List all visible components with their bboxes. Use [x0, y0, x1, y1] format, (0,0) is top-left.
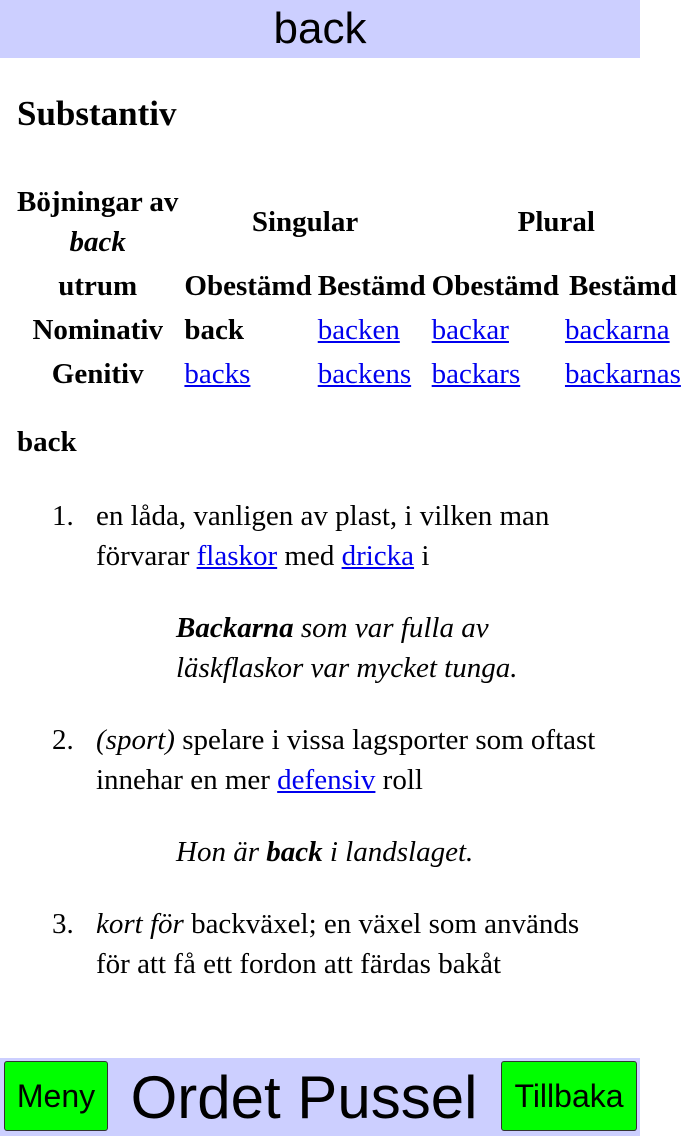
form-link-backarnas[interactable]: backarnas [564, 357, 681, 390]
definition-text: roll [375, 764, 423, 796]
form-link-backars[interactable]: backars [431, 357, 521, 390]
sense-1 [0, 496, 640, 684]
example-text: Hon är [176, 836, 267, 868]
menu-button[interactable]: Meny [4, 1061, 108, 1131]
dictionary-content[interactable] [0, 58, 681, 1058]
example-bold-word: Backarna [176, 612, 294, 644]
link-dricka[interactable]: dricka [341, 540, 415, 572]
example-text: som var fulla av läskflaskor var mycket tunga. [176, 612, 518, 684]
singular-header: Singular [251, 205, 359, 238]
link-defensiv[interactable]: defensiv [277, 764, 376, 796]
case-genitiv: Genitiv [51, 357, 144, 390]
example-bold-word: back [266, 836, 323, 868]
sense-number: 2. [52, 724, 74, 756]
headword: back [17, 426, 77, 458]
form-link-backen[interactable]: backen [317, 313, 400, 346]
case-nominativ: Nominativ [32, 313, 163, 346]
sense-label: (sport) [96, 724, 175, 756]
sense-definition [96, 904, 616, 984]
link-flaskor[interactable]: flaskor [196, 540, 278, 572]
form-link-backarna[interactable]: backarna [564, 313, 670, 346]
form-link-backs[interactable]: backs [184, 357, 251, 390]
definition-text: backväxel; en växel som används för att få ett fordon att färdas bakåt [96, 908, 580, 980]
bottom-bar [0, 1058, 640, 1136]
sense-definition [96, 720, 616, 800]
plural-header: Plural [517, 205, 595, 238]
sense-number: 1. [52, 500, 74, 532]
inflection-caption [14, 180, 181, 264]
inflection-table [14, 180, 684, 396]
form-cell: back [184, 313, 245, 346]
subheader-plural-definite: Bestämd [568, 269, 677, 302]
definition-text: i [414, 540, 430, 572]
example-text: i landslaget. [322, 836, 474, 868]
inflection-caption-prefix: Böjningar av [17, 186, 179, 218]
definition-text: spelare i vissa lagsporter som oftast innehar en mer [96, 724, 596, 796]
form-link-backar[interactable]: backar [431, 313, 509, 346]
sense-3 [0, 904, 640, 1034]
sense-definition [96, 496, 616, 576]
sense-2 [0, 720, 640, 870]
sense-example [176, 608, 616, 688]
title-bar [0, 0, 640, 58]
gender-header: utrum [58, 269, 138, 302]
app-title: Ordet Pussel [130, 1063, 478, 1131]
table-row [14, 352, 684, 396]
form-link-backens[interactable]: backens [317, 357, 412, 390]
subheader-plural-indefinite: Obestämd [431, 269, 559, 302]
inflection-caption-word: back [69, 226, 126, 258]
page-title: back [273, 4, 367, 53]
subheader-singular-definite: Bestämd [317, 269, 426, 302]
sense-example [176, 832, 616, 872]
sense-label: kort för [96, 908, 184, 940]
back-button[interactable]: Tillbaka [501, 1061, 637, 1131]
definition-text: med [277, 540, 342, 572]
part-of-speech-heading: Substantiv [17, 94, 177, 133]
subheader-singular-indefinite: Obestämd [184, 269, 312, 302]
table-row [14, 308, 684, 352]
sense-number: 3. [52, 908, 74, 940]
definition-text: en låda, vanligen av plast, i vilken man förvarar [96, 500, 550, 572]
